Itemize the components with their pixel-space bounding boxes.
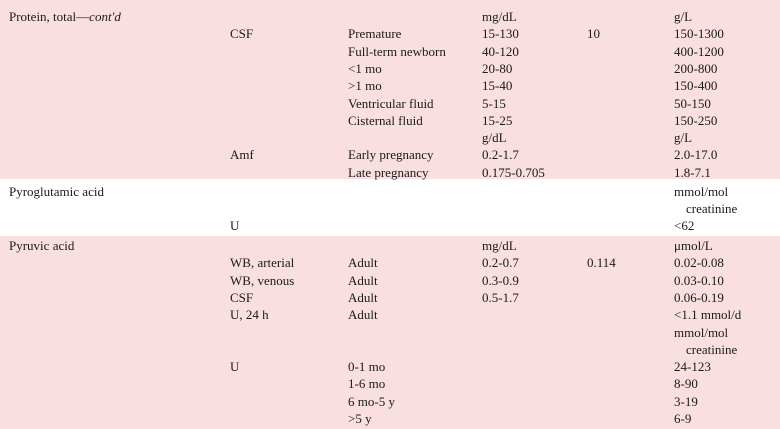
cell-condition: Cisternal fluid: [348, 112, 423, 128]
table-row: [0, 146, 780, 163]
analyte-name: [9, 8, 121, 25]
cell-conv-range: 0.175-0.705: [482, 164, 545, 180]
cell-condition: Adult: [348, 255, 378, 271]
cell-condition: Early pregnancy: [348, 147, 434, 163]
cell-factor: 10: [587, 26, 600, 42]
table-row: [0, 129, 780, 146]
cell-condition: <1 mo: [348, 60, 382, 76]
table-row: [0, 25, 780, 42]
cell-si-range: 0.03-0.10: [674, 272, 724, 288]
cell-si-range: 150-250: [674, 112, 718, 128]
analyte-name: [9, 237, 74, 254]
cell-specimen: WB, arterial: [230, 255, 295, 271]
table-row: [0, 112, 780, 129]
cell-specimen: CSF: [230, 26, 254, 42]
table-row: [0, 183, 780, 200]
section-2: [0, 180, 780, 235]
cell-condition: Adult: [348, 272, 378, 288]
cell-si-range: <62: [674, 218, 695, 233]
analyte-name: [9, 183, 104, 200]
cell-specimen: CSF: [230, 289, 254, 305]
cell-condition: >1 mo: [348, 78, 382, 94]
cell-si-range: 150-400: [674, 78, 718, 94]
cell-si-range: g/L: [674, 130, 693, 146]
cell-si-range: mmol/mol: [674, 324, 729, 340]
table-row: [0, 393, 780, 410]
cell-si-range: creatinine: [686, 201, 738, 216]
table-row: [0, 237, 780, 254]
cell-specimen: U: [230, 359, 240, 375]
section-3: [0, 236, 780, 429]
cell-condition: Full-term newborn: [348, 43, 446, 59]
cell-condition: Ventricular fluid: [348, 95, 434, 111]
table-row: [0, 200, 780, 217]
cell-si-range: 24-123: [674, 359, 711, 375]
table-row: [0, 341, 780, 358]
cell-conv-range: 0.2-0.7: [482, 255, 519, 271]
cell-si-range: 3-19: [674, 393, 698, 409]
cell-factor: 0.114: [587, 255, 616, 271]
cell-condition: 1-6 mo: [348, 376, 386, 392]
cell-si-range: 8-90: [674, 376, 698, 392]
cell-si-range: 200-800: [674, 60, 718, 76]
cell-conv-range: 40-120: [482, 43, 519, 59]
cell-conv-range: 0.5-1.7: [482, 289, 519, 305]
cell-condition: >5 y: [348, 411, 372, 426]
cell-si-range: 150-1300: [674, 26, 724, 42]
cell-si-range: g/L: [674, 9, 693, 24]
cell-specimen: U: [230, 218, 240, 233]
cell-conv-range: mg/dL: [482, 9, 517, 24]
cell-si-range: 0.02-0.08: [674, 255, 724, 271]
table-row: [0, 272, 780, 289]
cell-si-range: mmol/mol: [674, 184, 729, 199]
cell-si-range: 400-1200: [674, 43, 724, 59]
cell-condition: Adult: [348, 307, 378, 323]
table-row: [0, 410, 780, 427]
table-row: [0, 324, 780, 341]
cell-si-range: 6-9: [674, 411, 692, 426]
cell-si-range: μmol/L: [674, 238, 713, 253]
cell-si-range: <1.1 mmol/d: [674, 307, 742, 323]
analyte-label: Protein, total—: [9, 9, 90, 24]
table-row: [0, 95, 780, 112]
table-row: [0, 217, 780, 234]
cell-conv-range: 15-40: [482, 78, 513, 94]
cell-si-range: 0.06-0.19: [674, 289, 724, 305]
cell-conv-range: 15-25: [482, 112, 513, 128]
cell-conv-range: 5-15: [482, 95, 506, 111]
table-row: [0, 254, 780, 271]
cell-conv-range: 15-130: [482, 26, 519, 42]
table-row: [0, 164, 780, 181]
section-1: [0, 0, 780, 179]
cell-conv-range: mg/dL: [482, 238, 517, 253]
analyte-label: Pyroglutamic acid: [9, 184, 104, 199]
cell-si-range: 50-150: [674, 95, 711, 111]
cell-conv-range: 0.2-1.7: [482, 147, 519, 163]
table-row: [0, 306, 780, 323]
analyte-continued-note: cont'd: [89, 9, 121, 24]
table-row: [0, 358, 780, 375]
cell-conv-range: 20-80: [482, 60, 513, 76]
cell-specimen: WB, venous: [230, 272, 295, 288]
cell-conv-range: g/dL: [482, 130, 507, 146]
cell-specimen: Amf: [230, 147, 254, 163]
cell-condition: 6 mo-5 y: [348, 393, 395, 409]
table-row: [0, 375, 780, 392]
cell-condition: Premature: [348, 26, 402, 42]
table-row: [0, 8, 780, 25]
cell-specimen: U, 24 h: [230, 307, 269, 323]
table-row: [0, 60, 780, 77]
cell-si-range: 1.8-7.1: [674, 164, 711, 180]
cell-si-range: 2.0-17.0: [674, 147, 718, 163]
cell-si-range: creatinine: [686, 341, 738, 357]
table-row: [0, 77, 780, 94]
analyte-label: Pyruvic acid: [9, 238, 75, 253]
table-row: [0, 289, 780, 306]
cell-condition: Late pregnancy: [348, 164, 429, 180]
table-row: [0, 43, 780, 60]
cell-condition: 0-1 mo: [348, 359, 386, 375]
cell-condition: Adult: [348, 289, 378, 305]
cell-conv-range: 0.3-0.9: [482, 272, 519, 288]
